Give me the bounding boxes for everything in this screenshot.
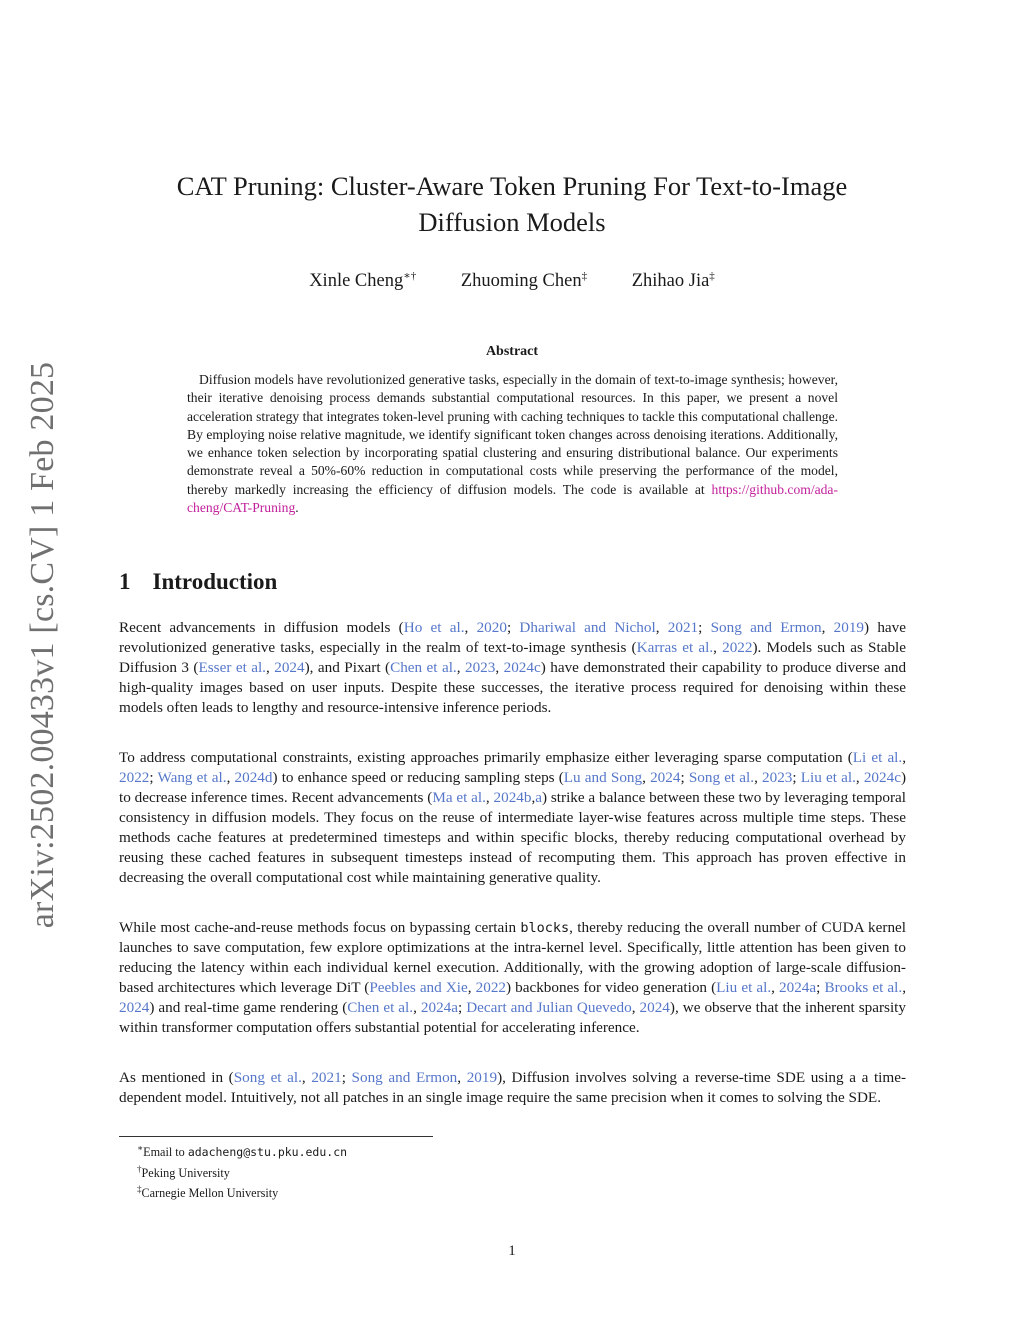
citation-link[interactable]: 2022 bbox=[722, 639, 753, 656]
citation-link[interactable]: Wang et al. bbox=[157, 769, 227, 786]
email-address: adacheng@stu.pku.edu.cn bbox=[187, 1145, 348, 1160]
citation-link[interactable]: a bbox=[535, 789, 543, 806]
text: , thereby reducing the overall number of CUDA kernel launches to save computation, few explore optimizations at the intra-kernel level. Specifically, little attention has been given to reducing the latency within each individual kernel execution. Additionally, with the growing adoption of large-scale diffusion-based architectures which leverage DiT ( bbox=[119, 919, 906, 996]
text: , bbox=[226, 769, 235, 786]
citation-link[interactable]: 2020 bbox=[476, 619, 507, 636]
citation-link[interactable]: Esser et al. bbox=[198, 659, 266, 676]
author bbox=[309, 271, 416, 291]
paragraph bbox=[119, 1068, 906, 1108]
author-list bbox=[120, 269, 904, 292]
text: ) have demonstrated their capability to produce diverse and high-quality images based on user inputs. Despite these successes, the iterative process required for denoising within these models often leads to lengthy and resource-intensive inference periods. bbox=[119, 659, 907, 716]
footnote-email bbox=[137, 1140, 347, 1161]
citation-link[interactable]: Liu et al. bbox=[716, 979, 772, 996]
paragraph bbox=[119, 748, 906, 888]
footnote-mark: ∗ bbox=[137, 1143, 144, 1153]
section-title: Introduction bbox=[152, 569, 278, 594]
text: , bbox=[464, 619, 477, 636]
text: , bbox=[456, 659, 465, 676]
citation-link[interactable]: 2021 bbox=[667, 619, 699, 636]
text: ), we observe that the inherent sparsity within transformer computation offers substantial potential for accelerating inference. bbox=[119, 999, 906, 1036]
citation-link[interactable]: 2024c bbox=[503, 659, 541, 676]
citation-link[interactable]: Song et al. bbox=[688, 769, 755, 786]
text: , bbox=[265, 659, 275, 676]
author-name: Zhuoming Chen bbox=[460, 271, 582, 292]
text: , bbox=[713, 639, 723, 656]
text: ; bbox=[698, 619, 711, 636]
author-affiliation-mark: ‡ bbox=[581, 270, 588, 282]
citation-link[interactable]: 2024a bbox=[420, 999, 458, 1016]
citation-link[interactable]: Song and Ermon bbox=[351, 1069, 458, 1086]
footnote-text: Carnegie Mellon University bbox=[141, 1186, 279, 1201]
text: ; bbox=[458, 999, 467, 1016]
text: While most cache-and-reuse methods focus on bypassing certain bbox=[119, 919, 521, 936]
citation-link[interactable]: Lu and Song bbox=[563, 769, 643, 786]
text: , bbox=[902, 979, 906, 996]
inline-code: blocks bbox=[520, 920, 570, 936]
citation-link[interactable]: Song and Ermon bbox=[710, 619, 822, 636]
text: , bbox=[457, 1069, 467, 1086]
footnote-divider bbox=[119, 1136, 433, 1137]
text: ; bbox=[816, 979, 825, 996]
text: ) backbones for video generation ( bbox=[506, 979, 717, 996]
footnote-text: Peking University bbox=[141, 1165, 230, 1180]
citation-link[interactable]: 2024 bbox=[119, 999, 150, 1016]
citation-link[interactable]: 2022 bbox=[119, 769, 150, 786]
author-affiliation-mark: ∗† bbox=[403, 270, 417, 282]
author bbox=[461, 271, 587, 291]
citation-link[interactable]: 2021 bbox=[311, 1069, 342, 1086]
paragraph bbox=[119, 918, 906, 1038]
text: , bbox=[771, 979, 779, 996]
citation-link[interactable]: 2023 bbox=[762, 769, 793, 786]
section-heading bbox=[119, 569, 277, 595]
citation-link[interactable]: 2023 bbox=[464, 659, 496, 676]
text: , bbox=[495, 659, 504, 676]
text: , bbox=[301, 1069, 312, 1086]
text: , bbox=[631, 999, 640, 1016]
text: ), Diffusion involves solving a reverse-time SDE using a a time-dependent model. Intuitively, not all patches in an single image require the same precision when it comes to solving the SDE. bbox=[119, 1069, 907, 1106]
citation-link[interactable]: Ho et al. bbox=[403, 619, 465, 636]
citation-link[interactable]: 2022 bbox=[475, 979, 506, 996]
text: ; bbox=[506, 619, 520, 636]
citation-link[interactable]: 2024c bbox=[863, 769, 901, 786]
text: ). Models such as Stable Diffusion 3 ( bbox=[119, 639, 906, 676]
text: , bbox=[642, 769, 651, 786]
abstract-end: . bbox=[295, 500, 299, 516]
page-number: 1 bbox=[508, 1243, 516, 1259]
text: ) to decrease inference times. Recent advancements ( bbox=[119, 769, 907, 806]
citation-link[interactable]: Ma et al. bbox=[432, 789, 486, 806]
citation-link[interactable]: 2019 bbox=[466, 1069, 498, 1086]
paragraph bbox=[119, 618, 906, 718]
footnotes bbox=[137, 1140, 347, 1202]
citation-link[interactable]: 2024a bbox=[779, 979, 817, 996]
citation-link[interactable]: 2024d bbox=[234, 769, 273, 786]
text: , bbox=[754, 769, 763, 786]
author-name: Zhihao Jia bbox=[631, 271, 710, 292]
abstract-text bbox=[187, 371, 838, 517]
text: , bbox=[485, 789, 494, 806]
abstract-heading: Abstract bbox=[485, 344, 539, 359]
citation-link[interactable]: Chen et al. bbox=[390, 659, 457, 676]
text: , bbox=[855, 769, 864, 786]
text: To address computational constraints, existing approaches primarily emphasize either leveraging sparse computation ( bbox=[119, 749, 853, 766]
citation-link[interactable]: Liu et al. bbox=[800, 769, 856, 786]
author bbox=[632, 271, 715, 291]
text: ) and real-time game rendering ( bbox=[149, 999, 348, 1016]
section-number: 1 bbox=[119, 569, 131, 594]
author-name: Xinle Cheng bbox=[309, 271, 404, 292]
text: ; bbox=[680, 769, 689, 786]
footnote-affiliation bbox=[137, 1161, 347, 1182]
text: As mentioned in ( bbox=[119, 1069, 234, 1086]
citation-link[interactable]: 2024b bbox=[493, 789, 532, 806]
citation-link[interactable]: Brooks et al. bbox=[824, 979, 903, 996]
footnote-text: Email to bbox=[143, 1145, 188, 1160]
footnote-affiliation bbox=[137, 1181, 347, 1202]
text: ) have revolutionized generative tasks, especially in the realm of text-to-image synthesis ( bbox=[119, 619, 906, 656]
title-line-2: Diffusion Models bbox=[418, 207, 606, 237]
text: , bbox=[413, 999, 421, 1016]
citation-link[interactable]: 2019 bbox=[833, 619, 865, 636]
text: ), and Pixart ( bbox=[304, 659, 391, 676]
footnote-mark: † bbox=[137, 1163, 142, 1174]
citation-link[interactable]: Decart and Julian Quevedo bbox=[466, 999, 632, 1016]
code-repository-link[interactable]: https://github.com/ada-cheng/CAT-Pruning bbox=[187, 481, 838, 516]
abstract-body: Diffusion models have revolutionized generative tasks, especially in the domain of text-to-image synthesis; however, their iterative denoising process demands substantial computational resources. In this paper, we present a novel acceleration strategy that integrates token-level pruning with caching techniques to tackle this computational challenge. By employing noise relative magnitude, we identify significant token changes across denoising iterations. Additionally, we enhance token selection by incorporating spatial clustering and ensuring distributional balance. Our experiments demonstrate reveal a 50%-60% reduction in computational costs while preserving the performance of the model, thereby markedly increasing the efficiency of diffusion models. The code is available at bbox=[187, 372, 838, 497]
text: ; bbox=[792, 769, 801, 786]
arxiv-identifier-stamp: arXiv:2502.00433v1 [cs.CV] 1 Feb 2025 bbox=[24, 361, 61, 929]
text: , bbox=[821, 619, 834, 636]
paper-title bbox=[120, 168, 904, 240]
footnote-mark: ‡ bbox=[137, 1184, 142, 1195]
text: ) strike a balance between these two by leveraging temporal consistency in diffusion models. They focus on the reuse of intermediate layer-wise features across multiple time steps. These methods cache features at predetermined timesteps and within specific blocks, thereby reducing computational overhead by reusing these cached features in subsequent timesteps instead of recomputing them. This approach has proven effective in decreasing the overall computational cost while maintaining generative quality. bbox=[119, 789, 907, 886]
author-affiliation-mark: ‡ bbox=[709, 270, 715, 282]
citation-link[interactable]: 2024 bbox=[639, 999, 670, 1016]
text: , bbox=[467, 979, 476, 996]
title-line-1: CAT Pruning: Cluster-Aware Token Pruning For Text-to-Image bbox=[176, 171, 848, 201]
text: , bbox=[655, 619, 668, 636]
text: ) to enhance speed or reducing sampling steps ( bbox=[272, 769, 564, 786]
citation-link[interactable]: Li et al. bbox=[852, 749, 903, 766]
citation-link[interactable]: Chen et al. bbox=[347, 999, 414, 1016]
citation-link[interactable]: Peebles and Xie bbox=[369, 979, 468, 996]
citation-link[interactable]: Song et al. bbox=[233, 1069, 302, 1086]
citation-link[interactable]: 2024 bbox=[274, 659, 305, 676]
text: ; bbox=[149, 769, 158, 786]
citation-link[interactable]: Dhariwal and Nichol bbox=[519, 619, 656, 636]
text: Recent advancements in diffusion models ( bbox=[119, 619, 404, 636]
text: ; bbox=[341, 1069, 352, 1086]
citation-link[interactable]: 2024 bbox=[650, 769, 681, 786]
citation-link[interactable]: Karras et al. bbox=[636, 639, 714, 656]
text: , bbox=[902, 749, 906, 766]
text: , bbox=[531, 789, 536, 806]
